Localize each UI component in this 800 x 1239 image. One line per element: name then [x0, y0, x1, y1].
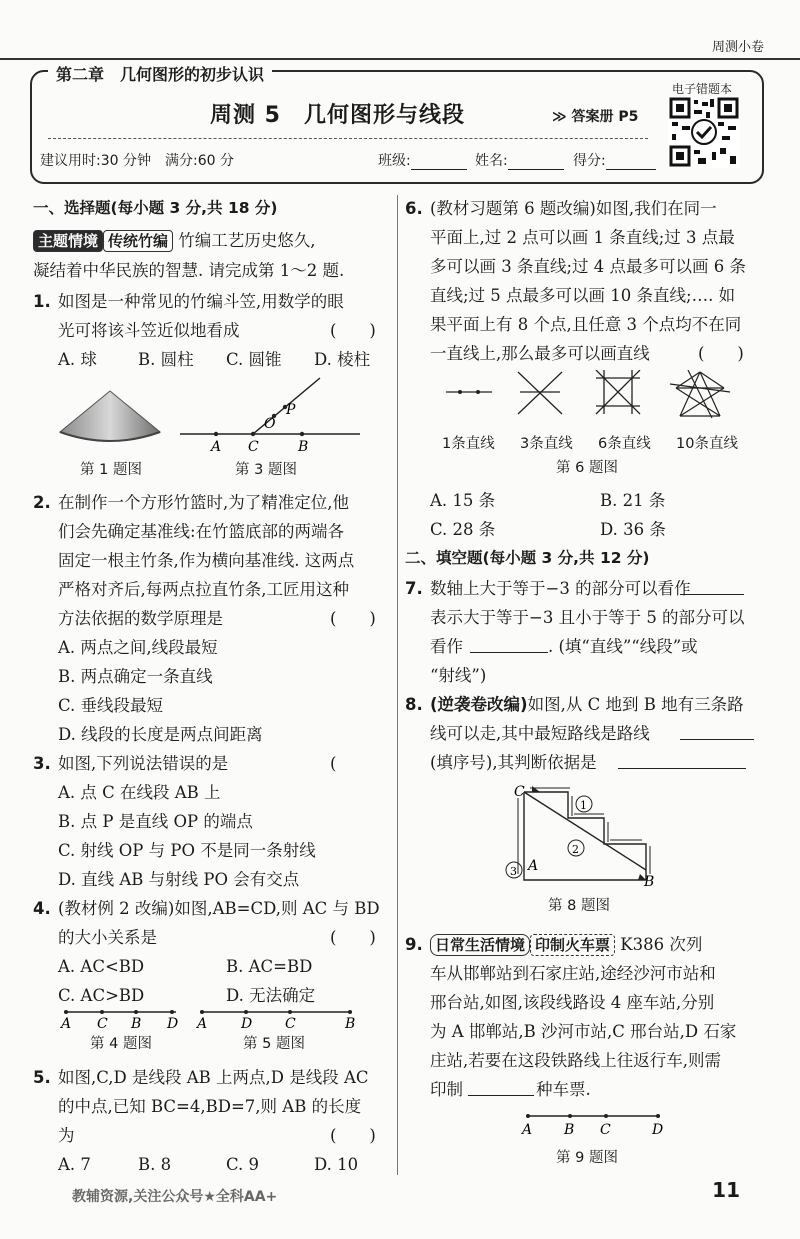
fig8-label-b: B — [644, 874, 655, 886]
q4-option-c[interactable]: C. AC>BD — [58, 986, 145, 1005]
q6-stem-4: 直线;过 5 点最多可以画 10 条直线;…. 如 — [430, 286, 736, 305]
time-score-info: 建议用时:30 分钟 满分:60 分 — [40, 153, 234, 169]
q6-stem-6: 一直线上,那么最多可以画直线 — [430, 344, 650, 363]
fig3-caption: 第 3 题图 — [235, 462, 297, 478]
q7-stem-2: 表示大于等于−3 且小于等于 5 的部分可以 — [430, 608, 745, 627]
fig8-route-diagram — [500, 782, 660, 886]
fig6-lines-through-points — [440, 370, 750, 426]
q1-option-a[interactable]: A. 球 — [58, 350, 97, 369]
q6-stem-1: (教材习题第 6 题改编)如图,我们在同一 — [430, 199, 717, 218]
q4-option-a[interactable]: A. AC<BD — [58, 957, 145, 976]
q3-option-d[interactable]: D. 直线 AB 与射线 PO 会有交点 — [58, 870, 300, 889]
q1-option-c[interactable]: C. 圆锥 — [226, 350, 282, 369]
fig9-label-a: A — [522, 1122, 533, 1138]
fig6-caption: 第 6 题图 — [556, 460, 618, 476]
q3-stem: 如图,下列说法错误的是 — [58, 754, 229, 773]
q8-blank-1[interactable] — [680, 739, 754, 740]
fig6-label-6: 6条直线 — [598, 436, 651, 452]
fig4-label-d: D — [167, 1016, 179, 1030]
fig8-route-2: 2 — [572, 843, 579, 856]
q3-option-a[interactable]: A. 点 C 在线段 AB 上 — [58, 783, 221, 802]
fig8-caption: 第 8 题图 — [548, 898, 610, 914]
name-label: 姓名: — [475, 153, 508, 169]
theme-context-line — [33, 226, 316, 255]
page-number: 11 — [712, 1178, 740, 1202]
fig3-label-b: B — [298, 439, 309, 455]
q7-blank-1[interactable] — [680, 594, 744, 595]
q6-stem-3: 多可以画 3 条直线;过 4 点最多可以画 6 条 — [430, 257, 747, 276]
q6-number: 6. — [405, 199, 423, 218]
chapter-label: 第二章 几何图形的初步认识 — [48, 62, 272, 85]
fig8-route-1: 1 — [580, 799, 587, 812]
q8-stem-1b: 如图,从 C 地到 B 地有三条路 — [527, 695, 744, 714]
bamboo-hat-figure — [58, 388, 162, 450]
section-fill-heading: 二、填空题(每小题 3 分,共 12 分) — [405, 549, 650, 567]
q9-stem-2: 车从邯郸站到石家庄站,途经沙河市站和 — [430, 964, 716, 983]
q7-blank-2[interactable] — [470, 652, 548, 653]
q8-number: 8. — [405, 695, 423, 714]
q6-option-c[interactable]: C. 28 条 — [430, 520, 496, 539]
footer-note: 教辅资源,关注公众号★全科AA+ — [72, 1189, 278, 1205]
fig9-railway-segment — [516, 1108, 666, 1138]
fig6-label-1: 1条直线 — [442, 436, 495, 452]
q6-stem-2: 平面上,过 2 点可以画 1 条直线;过 3 点最 — [430, 228, 735, 247]
page-title: 周测 5 几何图形与线段 — [210, 103, 465, 128]
q2-stem-1: 在制作一个方形竹篮时,为了精准定位,他 — [58, 493, 349, 512]
q9-stem-6a: 印制 — [430, 1080, 463, 1099]
q4-stem-1: (教材例 2 改编)如图,AB=CD,则 AC 与 BD — [58, 899, 380, 918]
q6-option-d[interactable]: D. 36 条 — [600, 520, 666, 539]
fig4-label-c: C — [97, 1016, 108, 1030]
fig3-label-c: C — [248, 439, 259, 455]
header-dashed-rule — [48, 138, 648, 139]
fig5-label-b: B — [345, 1016, 356, 1030]
q3-option-b[interactable]: B. 点 P 是直线 OP 的端点 — [58, 812, 253, 831]
fig5-label-d: D — [241, 1016, 253, 1030]
running-head: 周测小卷 — [711, 40, 764, 55]
q2-stem-2: 们会先确定基准线:在竹篮底部的两端各 — [58, 522, 345, 541]
theme-intro-2: 凝结着中华民族的智慧. 请完成第 1～2 题. — [33, 261, 345, 280]
fig3-label-o: O — [264, 416, 276, 432]
q5-number: 5. — [33, 1068, 51, 1087]
q7-stem-3b: . (填“直线”“线段”或 — [548, 637, 698, 656]
section-choice-heading: 一、选择题(每小题 3 分,共 18 分) — [33, 199, 278, 217]
q2-option-a[interactable]: A. 两点之间,线段最短 — [58, 638, 218, 657]
q6-option-b[interactable]: B. 21 条 — [600, 491, 666, 510]
q9-stem-5: 庄站,若要在这段铁路线上往返行车,则需 — [430, 1051, 721, 1070]
q7-stem-3: 看作 — [430, 637, 463, 656]
q2-stem-4: 严格对齐后,每两点拉直竹条,工匠用这种 — [58, 580, 349, 599]
theme-topic-tag: 传统竹编 — [103, 230, 173, 252]
q6-answer-paren[interactable]: ( ) — [698, 344, 744, 363]
fig6-label-10: 10条直线 — [676, 436, 738, 452]
q2-stem-3: 固定一根主竹条,作为横向基准线. 这两点 — [58, 551, 355, 570]
q5-option-a[interactable]: A. 7 — [58, 1155, 91, 1174]
q9-stem-6b: 种车票. — [536, 1080, 591, 1099]
class-label: 班级: — [378, 153, 411, 169]
q9-stem-4: 为 A 邯郸站,B 沙河市站,C 邢台站,D 石家 — [430, 1022, 737, 1041]
fig8-route-3: 3 — [510, 865, 517, 878]
score-field[interactable] — [573, 150, 656, 170]
q5-option-d[interactable]: D. 10 — [314, 1155, 359, 1174]
q5-answer-paren[interactable]: ( ) — [330, 1126, 376, 1145]
q9-number: 9. — [405, 935, 423, 954]
fig9-caption: 第 9 题图 — [556, 1150, 618, 1166]
answer-reference: ≫ 答案册 P5 — [552, 109, 639, 125]
name-field[interactable] — [475, 150, 564, 170]
column-divider — [397, 195, 398, 1175]
fig1-caption: 第 1 题图 — [80, 462, 142, 478]
qr-label: 电子错题本 — [672, 82, 733, 96]
q6-option-a[interactable]: A. 15 条 — [430, 491, 496, 510]
q8-blank-2[interactable] — [618, 768, 746, 769]
q9-blank[interactable] — [468, 1095, 534, 1096]
q7-stem-1: 数轴上大于等于−3 的部分可以看作 — [430, 579, 691, 598]
q5-stem-2: 的中点,已知 BC=4,BD=7,则 AB 的长度 — [58, 1097, 362, 1116]
q4-option-d[interactable]: D. 无法确定 — [226, 986, 316, 1005]
fig3-label-a: A — [211, 439, 222, 455]
q1-number: 1. — [33, 292, 51, 311]
q3-answer-paren[interactable]: ( — [330, 754, 337, 773]
q1-stem-1: 如图是一种常见的竹编斗笠,用数学的眼 — [58, 292, 344, 311]
q2-option-d[interactable]: D. 线段的长度是两点间距离 — [58, 725, 263, 744]
fig9-label-c: C — [600, 1122, 611, 1138]
q2-option-c[interactable]: C. 垂线段最短 — [58, 696, 164, 715]
q1-stem-2: 光可将该斗笠近似地看成 — [58, 321, 240, 340]
q2-option-b[interactable]: B. 两点确定一条直线 — [58, 667, 213, 686]
fig3-line-ray-diagram — [178, 372, 362, 456]
q4-stem-2: 的大小关系是 — [58, 928, 157, 947]
fig9-label-b: B — [564, 1122, 575, 1138]
q8-stem-1 — [430, 690, 744, 719]
q9-stem-3: 邢台站,如图,该段线路设 4 座车站,分别 — [430, 993, 715, 1012]
q1-answer-paren[interactable]: ( ) — [330, 321, 376, 340]
q8-stem-3: (填序号),其判断依据是 — [430, 753, 597, 772]
score-label: 得分: — [573, 153, 606, 169]
q7-stem-4: “射线”) — [430, 666, 487, 685]
q4-option-b[interactable]: B. AC=BD — [226, 957, 313, 976]
q1-option-d[interactable]: D. 棱柱 — [314, 350, 371, 369]
q5-option-c[interactable]: C. 9 — [226, 1155, 260, 1174]
fig8-label-c: C — [514, 784, 525, 800]
q4-number: 4. — [33, 899, 51, 918]
qr-code-icon[interactable] — [668, 96, 740, 168]
fig4-fig5-segments — [56, 1006, 366, 1030]
fig4-label-b: B — [131, 1016, 142, 1030]
fig6-label-3: 3条直线 — [520, 436, 573, 452]
q3-option-c[interactable]: C. 射线 OP 与 PO 不是同一条射线 — [58, 841, 316, 860]
q2-answer-paren[interactable]: ( ) — [330, 609, 376, 628]
q9-topic-tag: 印制火车票 — [530, 934, 615, 956]
fig5-label-c: C — [285, 1016, 296, 1030]
theme-tag: 主题情境 — [33, 230, 103, 252]
fig5-caption: 第 5 题图 — [243, 1036, 305, 1052]
q8-source-tag: (逆袭卷改编) — [430, 695, 528, 714]
theme-intro-1: 竹编工艺历史悠久, — [178, 231, 316, 250]
top-rule — [0, 58, 800, 60]
q6-stem-5: 果平面上有 8 个点,且任意 3 个点均不在同 — [430, 315, 742, 334]
q8-stem-2: 线可以走,其中最短路线是路线 — [430, 724, 650, 743]
class-field[interactable] — [378, 150, 467, 170]
fig4-caption: 第 4 题图 — [90, 1036, 152, 1052]
q5-option-b[interactable]: B. 8 — [138, 1155, 172, 1174]
q1-option-b[interactable]: B. 圆柱 — [138, 350, 194, 369]
q5-stem-1: 如图,C,D 是线段 AB 上两点,D 是线段 AC — [58, 1068, 369, 1087]
q9-stem-1 — [430, 930, 702, 959]
q2-stem-5: 方法依据的数学原理是 — [58, 609, 223, 628]
q7-number: 7. — [405, 579, 423, 598]
fig5-label-a: A — [197, 1016, 208, 1030]
q9-stem-1b: K386 次列 — [620, 935, 703, 954]
q5-stem-3: 为 — [58, 1126, 75, 1145]
q9-context-tag: 日常生活情境 — [430, 934, 530, 956]
fig8-label-a: A — [528, 858, 539, 874]
q4-answer-paren[interactable]: ( ) — [330, 928, 376, 947]
q2-number: 2. — [33, 493, 51, 512]
fig9-label-d: D — [652, 1122, 664, 1138]
fig3-label-p: P — [286, 402, 296, 418]
q3-number: 3. — [33, 754, 51, 773]
fig4-label-a: A — [61, 1016, 72, 1030]
